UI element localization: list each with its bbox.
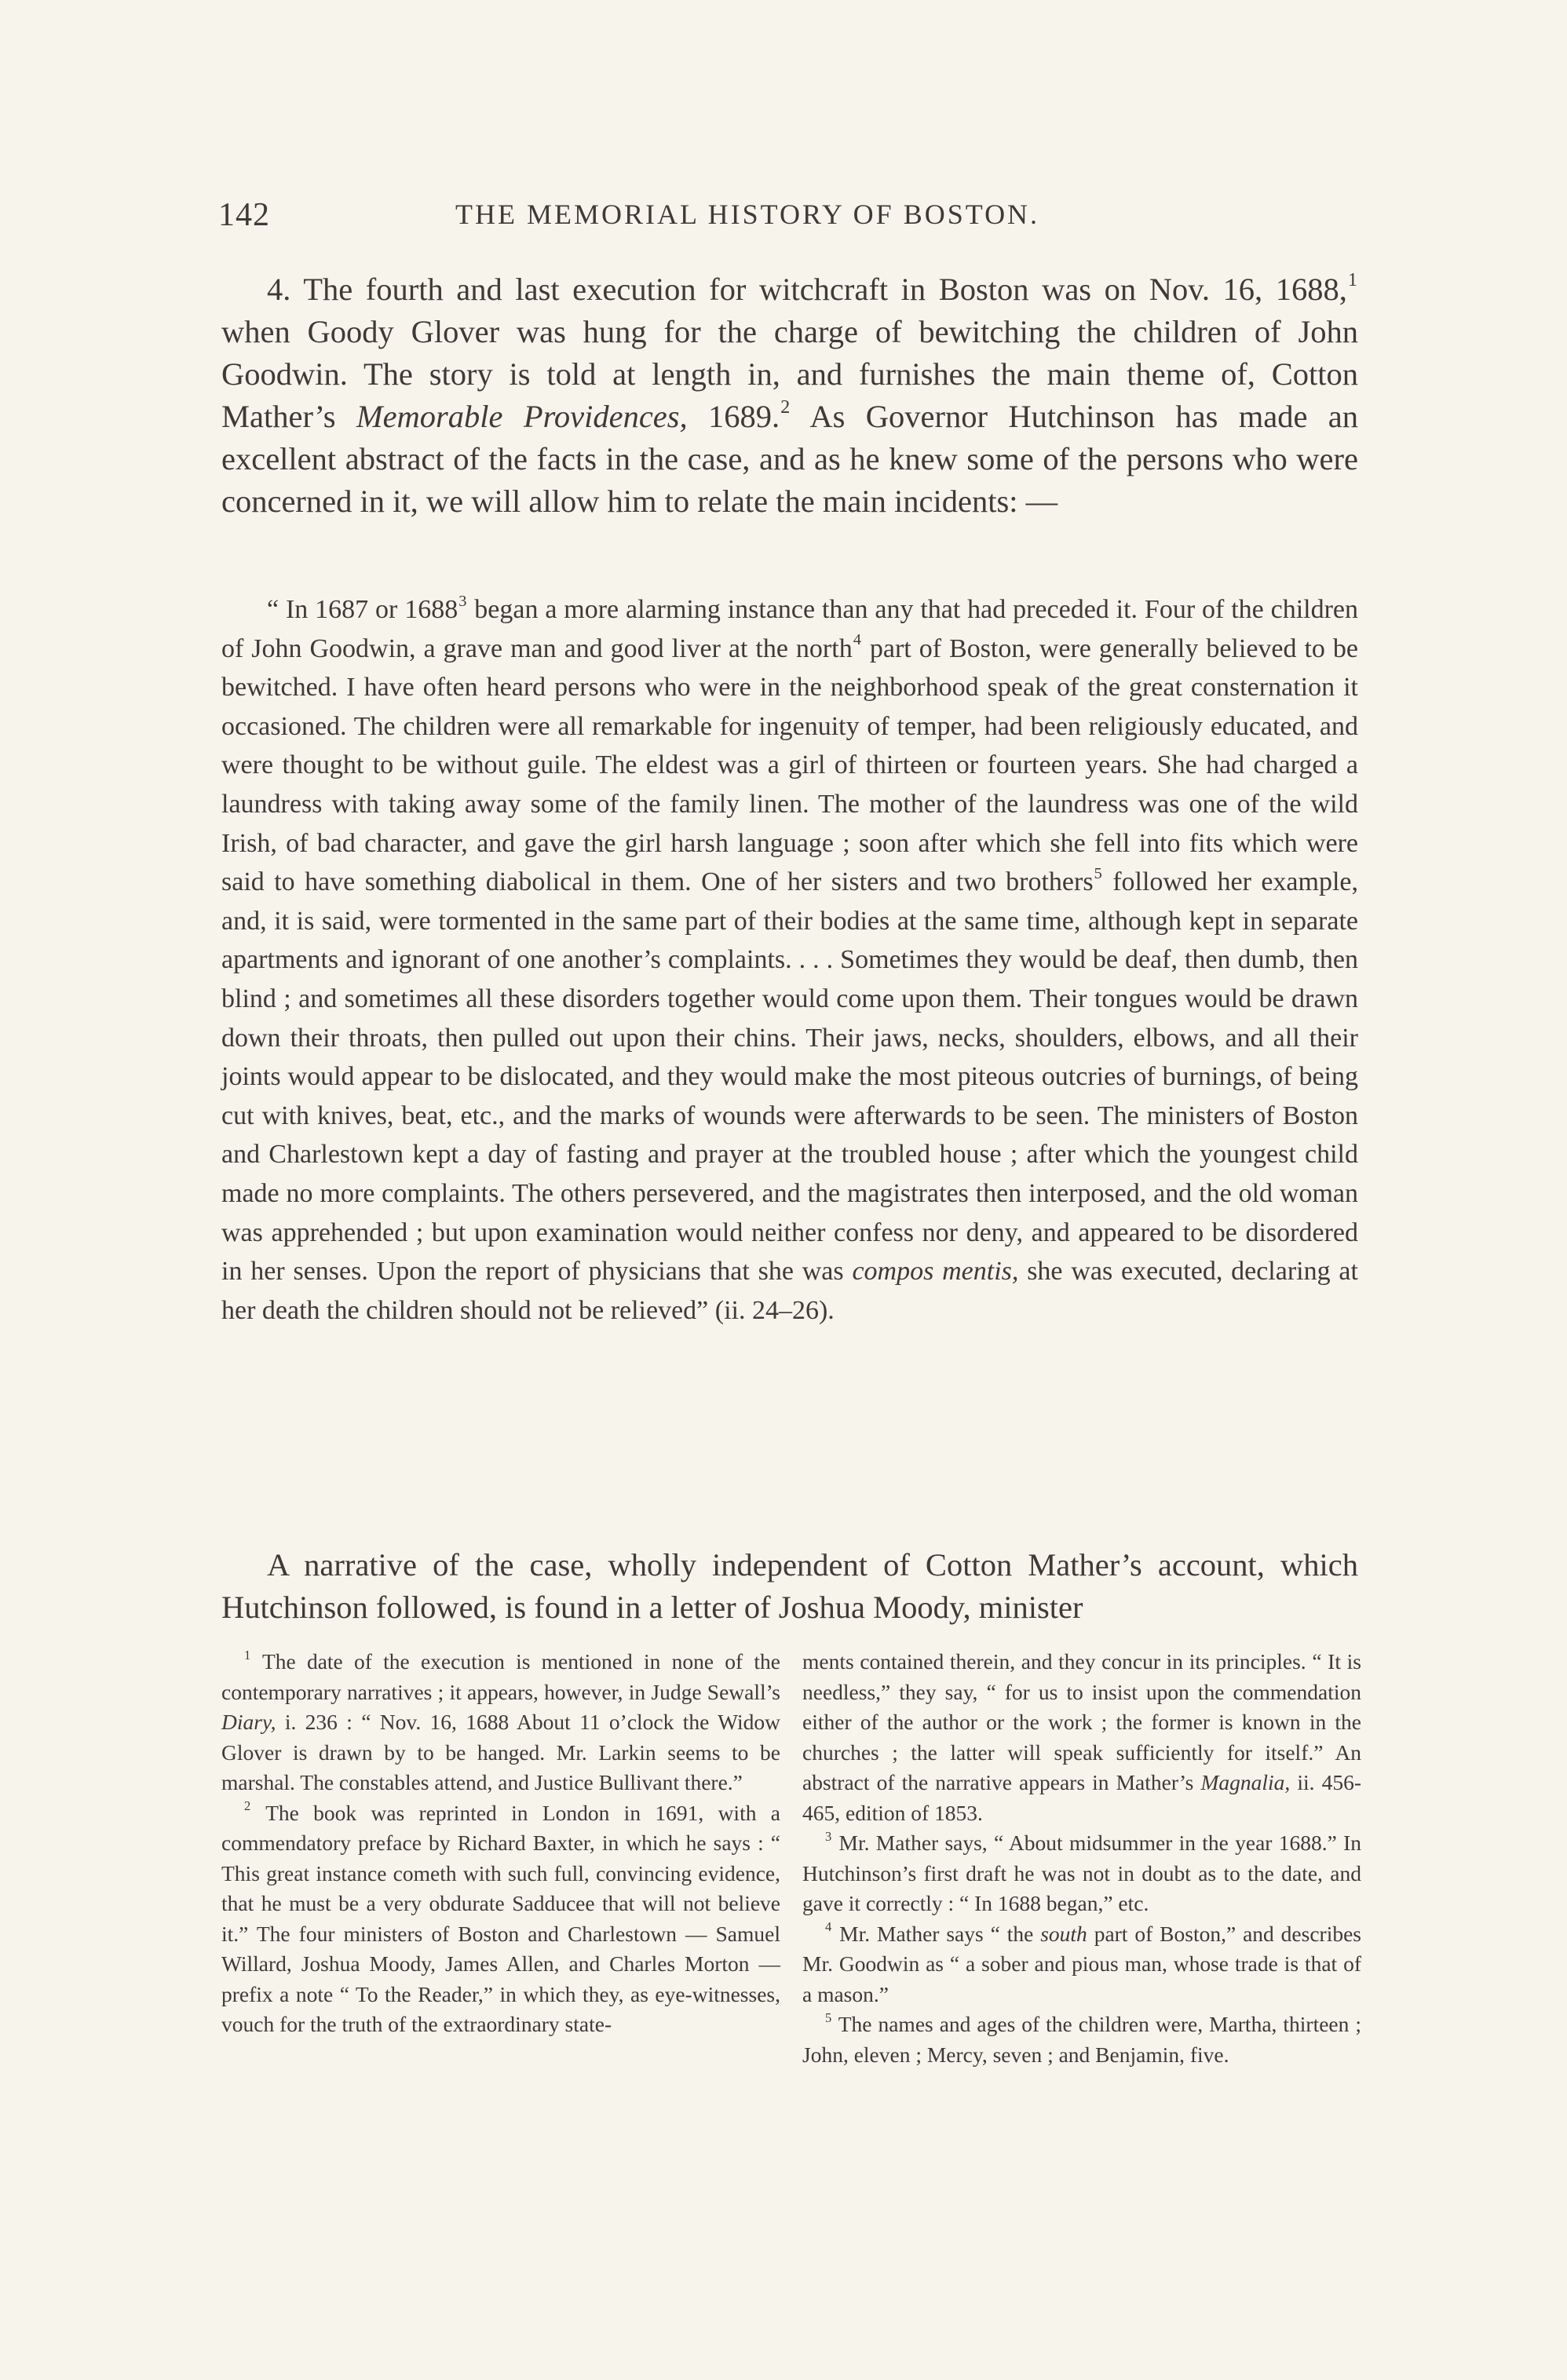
footnote-5: $^5$ The names and ages of the children were, Martha, thirteen ; John, eleven ; Mercy, seven ; and Benjamin, five. [802,2009,1361,2067]
footnote-4: $^4$ Mr. Mather says “ the south part of Boston,” and describes Mr. Goodwin as “ a sober and pious man, whose trade is that of a mason.” [802,1919,1362,2006]
footnote-2: $^2$ The book was reprinted in London in 1691, with a commendatory preface by Richard Baxter, in which he says : “ This great instance cometh with such full, convincing evidence, that he must be a very obdurate Sadducee that will not believe it.” The four ministers of Boston and Charlestown — Samuel Willard, Joshua Moody, James Allen, and Charles Morton — prefix a note “ To the Reader,” in which they, as eye-witnesses, vouch for the truth of the extraordinary state- [221,1798,780,2036]
footnote-1: $^1$ The date of the execution is mentioned in none of the contemporary narratives ; it appears, however, in Judge Sewall’s Diary, i. 236 : “ Nov. 16, 1688 About 11 o’clock the Widow Glover is drawn by to be hanged. Mr. Larkin seems to be marshal. The constables attend, and Justice Bullivant there.” [221,1647,780,1794]
running-title: THE MEMORIAL HISTORY OF BOSTON. [455,199,1040,230]
paragraph-execution: 4. The fourth and last execution for witchcraft in Boston was on Nov. 16, 1688,$^1$ when Goody Glover was hung for the charge of bewitching the children of John Goodwin. The story is told at length in, and furnishes the main theme of, Cotton Mather’s Memorable Providences, 1689.$^2$ As Governor Hutchinson has made an excellent abstract of the facts in the case, and as he knew some of the persons who were concerned in it, we will allow him to relate the main incidents: — [221,268,1359,519]
footnote-2-continued: ments contained therein, and they concur in its principles. “ It is needless,” they say, “ for us to insist upon the commendation either of the author or the work ; the former is known in the churches ; the latter will speak sufficiently for itself.” An abstract of the narrative appears in Mather’s Magnalia, ii. 456-465, edition of 1853. [802,1649,1361,1825]
hutchinson-quotation: “ In 1687 or 1688$^3$ began a more alarming instance than any that had preceded it. Four of the children of John Goodwin, a grave man and good liver at the north$^4$ part of Boston, were generally believed to be bewitched. I have often heard persons who were in the neighborhood speak of the great consternation it occasioned. The children were all remarkable for ingenuity of temper, had been religiously educated, and were thought to be without guile. The eldest was a girl of thirteen or fourteen years. She had charged a laundress with taking away some of the family linen. The mother of the laundress was one of the wild Irish, of bad character, and gave the girl harsh language ; soon after which she fell into fits which were said to have something diabolical in them. One of her sisters and two brothers$^5$ followed her example, and, it is said, were tormented in the same part of their bodies at the same time, although kept in separate apartments and ignorant of one another’s complaints. . . . Sometimes they would be deaf, then dumb, then blind ; and sometimes all these disorders together would come upon them. Their tongues would be drawn down their throats, then pulled out upon their chins. Their jaws, necks, shoulders, elbows, and all their joints would appear to be dislocated, and they would make the most piteous outcries of burnings, of being cut with knives, beat, etc., and the marks of wounds were afterwards to be seen. The ministers of Boston and Charlestown kept a day of fasting and prayer at the troubled house ; after which the youngest child made no more complaints. The others persevered, and the magistrates then interposed, and the old woman was apprehended ; but upon examination would neither confess nor deny, and appeared to be disordered in her senses. Upon the report of physicians that she was compos mentis, she was executed, declaring at her death the children should not be relieved” (ii. 24–26). [221,592,1359,1325]
page-number: 142 [218,197,270,233]
latin-phrase: compos mentis, [852,1257,1019,1287]
book-title-memorable-providences: Memorable Providences, [356,399,688,434]
footnote-ref-3: 3 [458,592,467,610]
page-header [218,196,1357,243]
footnote-ref-2: 2 [780,396,791,418]
footnote-ref-1: 1 [1347,268,1357,290]
paragraph-narrative: A narrative of the case, wholly independent of Cotton Mather’s account, which Hutchinson followed, is found in a letter of Joshua Moody, minister [221,1547,1358,1625]
footnotes-left-column [221,1647,780,2040]
footnote-ref-4: 4 [853,631,861,649]
footnotes-right-column [802,1647,1361,2070]
footnote-ref-5: 5 [1094,864,1102,882]
footnote-3: $^3$ Mr. Mather says, “ About midsummer in the year 1688.” In Hutchinson’s first draft he was not in doubt as to the date, and gave it correctly : “ In 1688 began,” etc. [802,1828,1361,1915]
